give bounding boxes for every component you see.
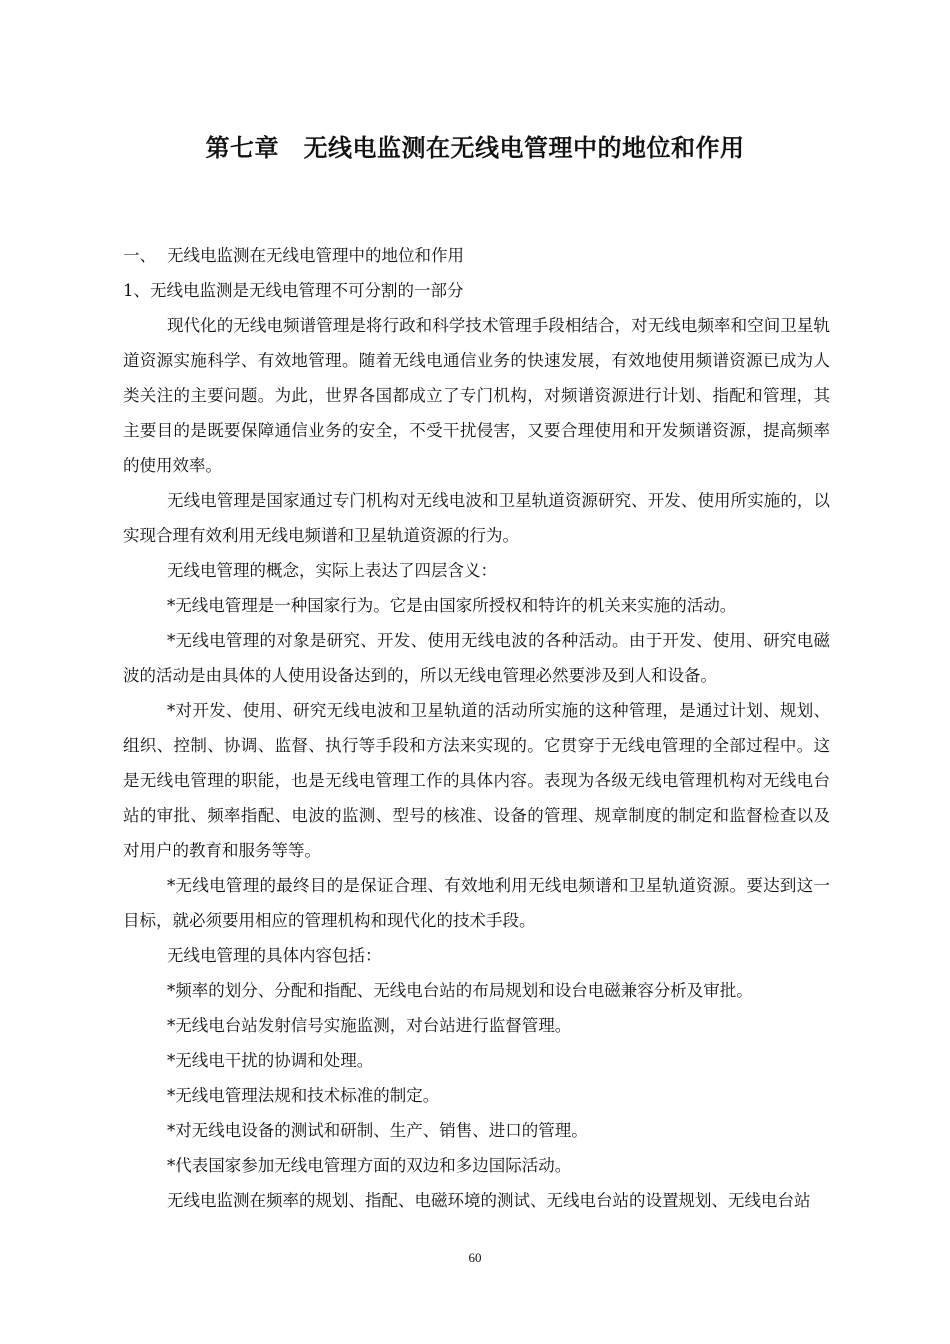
paragraph: 无线电监测在频率的规划、指配、电磁环境的测试、无线电台站的设置规划、无线电台站 [167, 1191, 811, 1210]
paragraph: 现代化的无线电频谱管理是将行政和科学技术管理手段相结合，对无线电频率和空间卫星轨道资源实施科学、有效地管理。随着无线电通信业务的快速发展，有效地使用频谱资源已成为人类关注的主要问题。为此，世界各国都成立了专门机构，对频谱资源进行计划、指配和管理，其主要目的是既要保障通信业务的安全，不受干扰侵害，又要合理使用和开发频谱资源，提高频率的使用效率。 [123, 316, 830, 475]
bullet-paragraph: *对开发、使用、研究无线电波和卫星轨道的活动所实施的这种管理，是通过计划、规划、组织、控制、协调、监督、执行等手段和方法来实现的。它贯穿于无线电管理的全部过程中。这是无线电管理的职能，也是无线电管理工作的具体内容。表现为各级无线电管理机构对无线电台站的审批、频率指配、电波的监测、型号的核准、设备的管理、规章制度的制定和监督检查以及对用户的教育和服务等等。 [123, 701, 830, 860]
bullet-paragraph: *无线电管理是一种国家行为。它是由国家所授权和特许的机关来实施的活动。 [167, 596, 737, 615]
bullet-paragraph: *无线电台站发射信号实施监测，对台站进行监督管理。 [167, 1016, 572, 1035]
bullet-paragraph: *无线电管理法规和技术标准的制定。 [167, 1086, 440, 1105]
chapter-title: 第七章 无线电监测在无线电管理中的地位和作用 [205, 134, 745, 162]
bullet-paragraph: *无线电干扰的协调和处理。 [167, 1051, 374, 1070]
paragraph: 无线电管理的概念，实际上表达了四层含义： [167, 561, 497, 580]
paragraph: 无线电管理是国家通过专门机构对无线电波和卫星轨道资源研究、开发、使用所实施的，以实现合理有效利用无线电频谱和卫星轨道资源的行为。 [123, 491, 830, 545]
bullet-paragraph: *频率的划分、分配和指配、无线电台站的布局规划和设台电磁兼容分析及审批。 [167, 981, 753, 1000]
bullet-paragraph: *代表国家参加无线电管理方面的双边和多边国际活动。 [167, 1156, 572, 1175]
section-heading-text: 无线电监测在无线电管理中的地位和作用 [167, 246, 464, 265]
section-number: 一、 [123, 246, 156, 265]
paragraph: 无线电管理的具体内容包括： [167, 946, 382, 965]
bullet-paragraph: *对无线电设备的测试和研制、生产、销售、进口的管理。 [167, 1121, 588, 1140]
page-number: 60 [468, 1250, 482, 1265]
bullet-paragraph: *无线电管理的对象是研究、开发、使用无线电波的各种活动。由于开发、使用、研究电磁波的活动是由具体的人使用设备达到的，所以无线电管理必然要涉及到人和设备。 [123, 631, 830, 685]
section-heading [123, 238, 830, 273]
document-body [123, 238, 830, 1218]
subsection-heading: 1、无线电监测是无线电管理不可分割的一部分 [123, 281, 464, 300]
bullet-paragraph: *无线电管理的最终目的是保证合理、有效地利用无线电频谱和卫星轨道资源。要达到这一目标，就必须要用相应的管理机构和现代化的技术手段。 [123, 876, 830, 930]
